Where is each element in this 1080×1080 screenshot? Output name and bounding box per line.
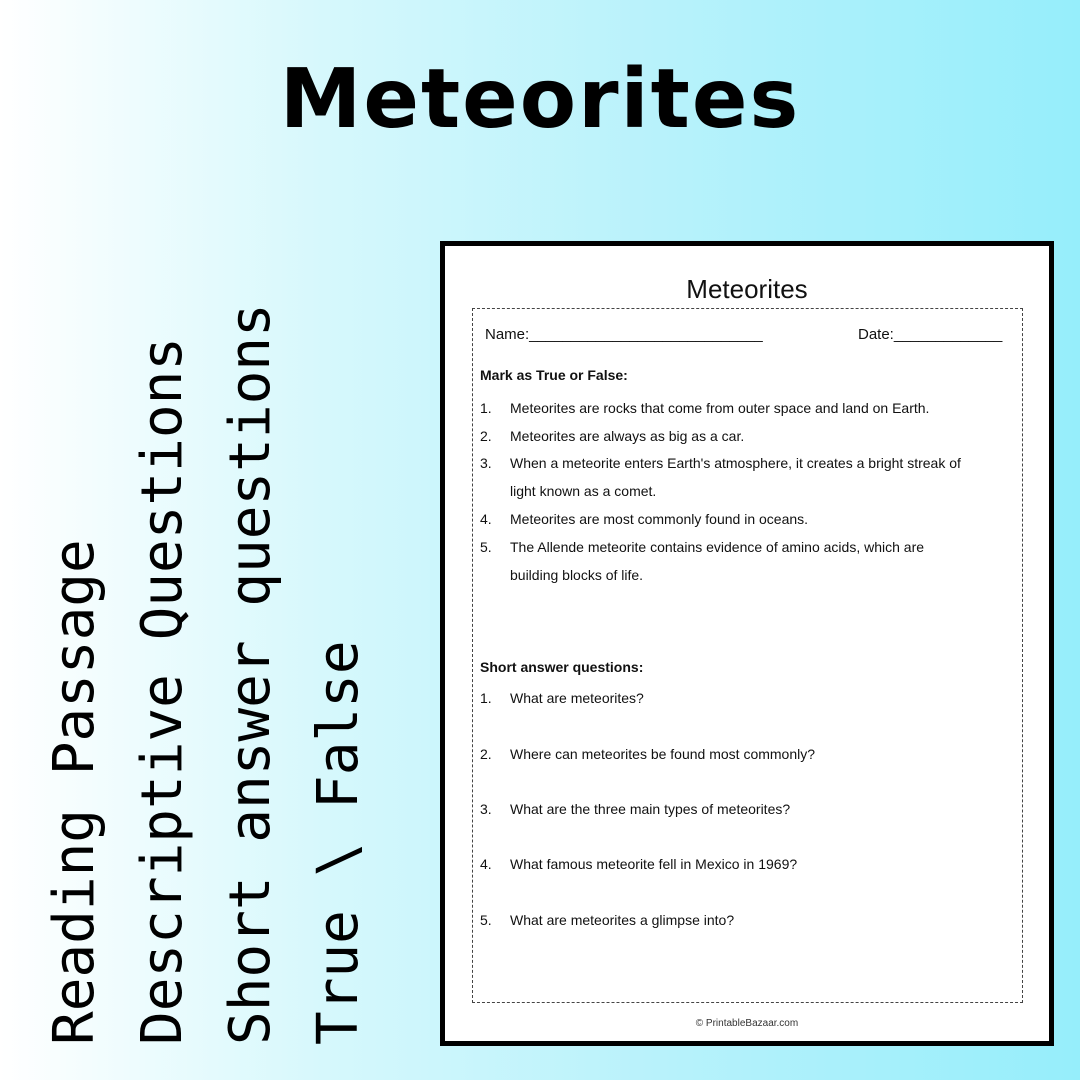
question-text: Meteorites are always as big as a car. (510, 428, 745, 444)
question-number: 5. (480, 539, 492, 555)
question-text: The Allende meteorite contains evidence of amino acids, which are building blocks of life. (510, 539, 925, 583)
side-label-text: Short answer questions (218, 303, 283, 1045)
question-text: What famous meteorite fell in Mexico in 1969? (510, 856, 798, 872)
side-label-descriptive-questions (130, 245, 195, 1045)
side-label-reading-passage (42, 245, 107, 1045)
question-text: When a meteorite enters Earth's atmosphere, it creates a bright streak of light known as a comet. (510, 455, 961, 499)
question-text: What are the three main types of meteorites? (510, 801, 791, 817)
question-number: 4. (480, 511, 492, 527)
question-number: 1. (480, 400, 492, 416)
question-number: 3. (480, 801, 492, 817)
question-text: What are meteorites? (510, 690, 644, 706)
question-text: Where can meteorites be found most commonly? (510, 746, 816, 762)
question-number: 1. (480, 690, 492, 706)
question-text: Meteorites are rocks that come from outer space and land on Earth. (510, 400, 930, 416)
question-number: 5. (480, 912, 492, 928)
side-label-true-false (306, 245, 371, 1045)
date-field: Date:_____________ (858, 326, 1003, 343)
worksheet-preview (440, 241, 1054, 1046)
question-text: Meteorites are most commonly found in oceans. (510, 511, 809, 527)
short-answer-heading: Short answer questions: (480, 659, 644, 675)
name-field: Name:____________________________ (485, 326, 763, 343)
question-number: 3. (480, 455, 492, 471)
page-title: Meteorites (279, 52, 801, 147)
question-number: 2. (480, 746, 492, 762)
side-label-text: Descriptive Questions (130, 336, 195, 1045)
side-label-short-answer (218, 245, 283, 1045)
copyright-footer: © PrintableBazaar.com (695, 1018, 799, 1029)
true-false-heading: Mark as True or False: (480, 367, 628, 383)
side-label-text: True \ False (306, 640, 371, 1045)
question-number: 4. (480, 856, 492, 872)
question-text: What are meteorites a glimpse into? (510, 912, 735, 928)
worksheet-title: Meteorites (686, 274, 808, 304)
question-number: 2. (480, 428, 492, 444)
side-label-text: Reading Passage (42, 539, 107, 1045)
